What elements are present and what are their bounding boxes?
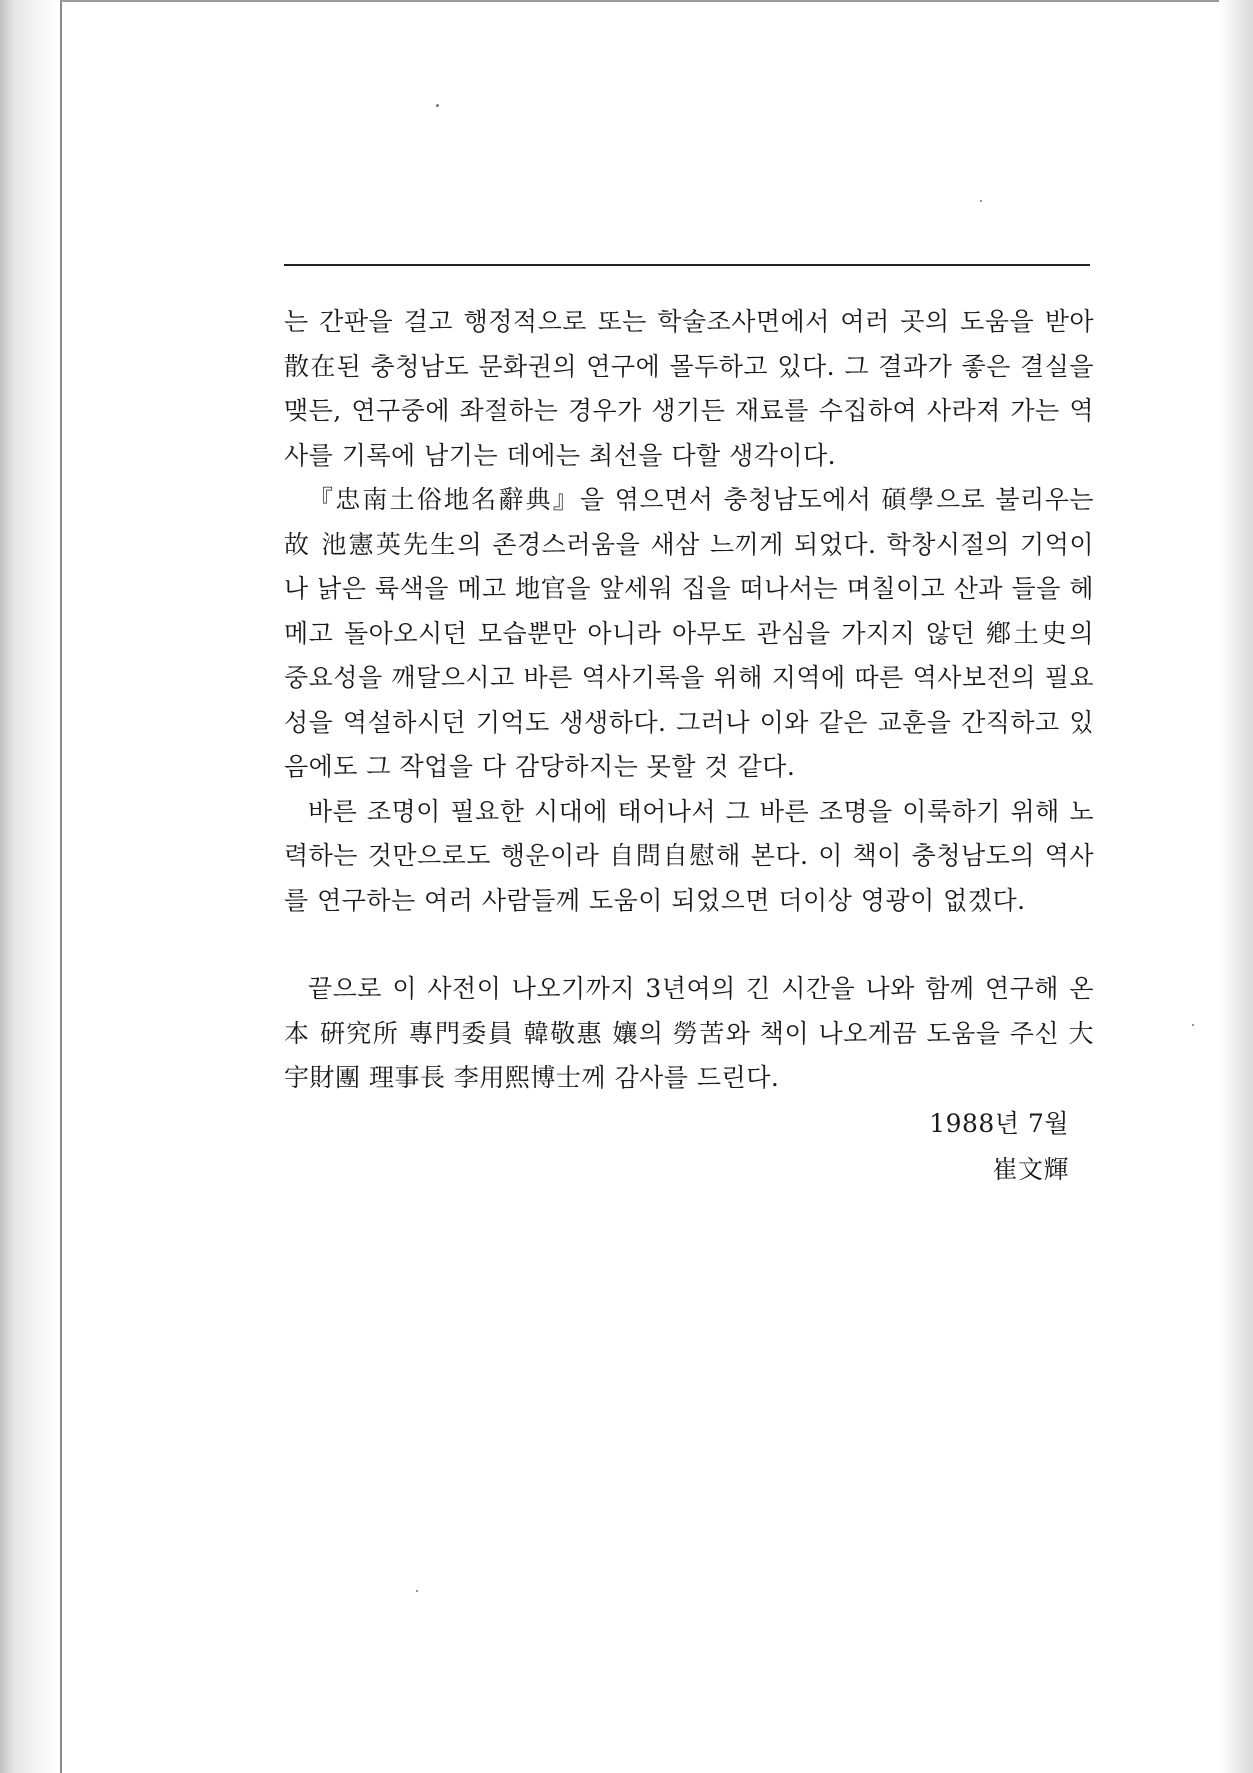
scan-speck [1192, 1024, 1194, 1026]
page-right-shadow [1219, 0, 1253, 1773]
page-left-border [60, 0, 62, 1773]
signature-date: 1988년 7월 [929, 1108, 1069, 1138]
scan-speck [416, 1590, 418, 1592]
scan-speck [980, 200, 982, 202]
paragraph-2: 『忠南土俗地名辭典』을 엮으면서 충청남도에서 碩學으로 불리우는 故 池憲英先生의 존경스러움을 새삼 느끼게 되었다. 학창시절의 기억이나 낡은 륙색을 메고 地官을 앞세워 집을 떠나서는 며칠이고 산과 들을 헤메고 돌아오시던 모습뿐만 아니라 아무도 관심을 가지지 않던 鄕土史의 중요성을 깨달으시고 바른 역사기록을 위해 지역에 따른 역사보전의 필요성을 역설하시던 기억도 생생하다. 그러나 이와 같은 교훈을 간직하고 있음에도 그 작업을 다 감당하지는 못할 것 같다. [284, 485, 1094, 781]
paragraph-gap [284, 923, 1094, 967]
signature-author: 崔文輝 [992, 1154, 1069, 1184]
paragraph-1: 는 간판을 걸고 행정적으로 또는 학술조사면에서 여러 곳의 도움을 받아 散在된 충청남도 문화권의 연구에 몰두하고 있다. 그 결과가 좋은 결실을 맺든, 연구중에 좌절하는 경우가 생기든 재료를 수집하여 사라져 가는 역사를 기록에 남기는 데에는 최선을 다할 생각이다. [284, 307, 1094, 470]
scan-speck [436, 104, 439, 107]
paragraph-4: 끝으로 이 사전이 나오기까지 3년여의 긴 시간을 나와 함께 연구해 온 本 硏究所 專門委員 韓敬惠 孃의 勞苦와 책이 나오게끔 도움을 주신 大宇財團 理事長 李用熙博士께 감사를 드린다. [284, 974, 1094, 1092]
body-text [284, 300, 1094, 1193]
header-rule [284, 264, 1090, 266]
page-left-shadow [0, 0, 60, 1773]
page-top-border [60, 0, 1253, 2]
paragraph-3: 바른 조명이 필요한 시대에 태어나서 그 바른 조명을 이룩하기 위해 노력하는 것만으로도 행운이라 自問自慰해 본다. 이 책이 충청남도의 역사를 연구하는 여러 사람들께 도움이 되었으면 더이상 영광이 없겠다. [284, 796, 1094, 915]
